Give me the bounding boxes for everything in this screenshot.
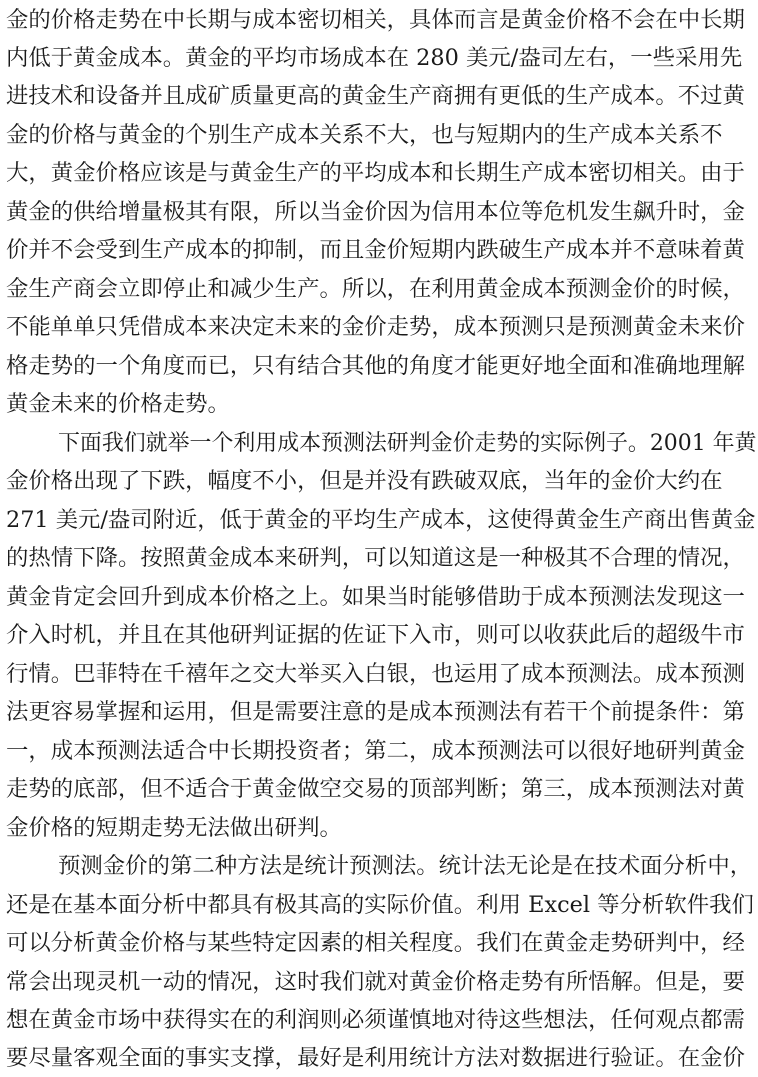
text-line-16: 黄金肯定会回升到成本价格之上。如果当时能够借助于成本预测法发现这一	[6, 584, 745, 610]
text-line-9: 不能单单只凭借成本来决定未来的金价走势，成本预测只是预测黄金未来价	[6, 314, 745, 340]
document-page	[6, 0, 756, 1077]
text-line-25: 可以分析黄金价格与某些特定因素的相关程度。我们在黄金走势研判中，经	[6, 930, 745, 956]
text-line-22: 金价格的短期走势无法做出研判。	[6, 815, 342, 841]
text-line-19: 法更容易掌握和运用，但是需要注意的是成本预测法有若干个前提条件：第	[6, 699, 745, 725]
text-line-27: 想在黄金市场中获得实在的利润则必须谨慎地对待这些想法，任何观点都需	[6, 1007, 745, 1033]
text-line-4: 金的价格与黄金的个别生产成本关系不大，也与短期内的生产成本关系不	[6, 122, 723, 148]
text-line-14: 271 美元/盎司附近，低于黄金的平均生产成本，这使得黄金生产商出售黄金	[6, 507, 756, 533]
text-line-23: 预测金价的第二种方法是统计预测法。统计法无论是在技术面分析中，	[58, 853, 753, 879]
text-line-10: 格走势的一个角度而已，只有结合其他的角度才能更好地全面和准确地理解	[6, 353, 745, 379]
text-line-1: 金的价格走势在中长期与成本密切相关，具体而言是黄金价格不会在中长期	[6, 7, 745, 33]
text-line-18: 行情。巴菲特在千禧年之交大举买入白银，也运用了成本预测法。成本预测	[6, 661, 745, 687]
text-line-15: 的热情下降。按照黄金成本来研判，可以知道这是一种极其不合理的情况，	[6, 545, 745, 571]
text-line-2: 内低于黄金成本。黄金的平均市场成本在 280 美元/盎司左右，一些采用先	[6, 45, 743, 71]
text-line-26: 常会出现灵机一动的情况，这时我们就对黄金价格走势有所悟解。但是，要	[6, 969, 745, 995]
text-line-12: 下面我们就举一个利用成本预测法研判金价走势的实际例子。2001 年黄	[58, 430, 757, 456]
text-line-13: 金价格出现了下跌，幅度不小，但是并没有跌破双底，当年的金价大约在	[6, 468, 723, 494]
text-line-7: 价并不会受到生产成本的抑制，而且金价短期内跌破生产成本并不意味着黄	[6, 237, 745, 263]
text-line-20: 一，成本预测法适合中长期投资者；第二，成本预测法可以很好地研判黄金	[6, 738, 745, 764]
text-line-28: 要尽量客观全面的事实支撑，最好是利用统计方法对数据进行验证。在金价	[6, 1045, 745, 1071]
text-line-3: 进技术和设备并且成矿质量更高的黄金生产商拥有更低的生产成本。不过黄	[6, 83, 745, 109]
text-line-8: 金生产商会立即停止和减少生产。所以，在利用黄金成本预测金价的时候，	[6, 276, 745, 302]
text-line-21: 走势的底部，但不适合于黄金做空交易的顶部判断；第三，成本预测法对黄	[6, 776, 745, 802]
text-line-24: 还是在基本面分析中都具有极其高的实际价值。利用 Excel 等分析软件我们	[6, 892, 754, 918]
text-line-6: 黄金的供给增量极其有限，所以当金价因为信用本位等危机发生飙升时，金	[6, 199, 745, 225]
text-line-11: 黄金未来的价格走势。	[6, 391, 230, 417]
text-line-5: 大，黄金价格应该是与黄金生产的平均成本和长期生产成本密切相关。由于	[6, 160, 745, 186]
text-line-17: 介入时机，并且在其他研判证据的佐证下入市，则可以收获此后的超级牛市	[6, 622, 745, 648]
